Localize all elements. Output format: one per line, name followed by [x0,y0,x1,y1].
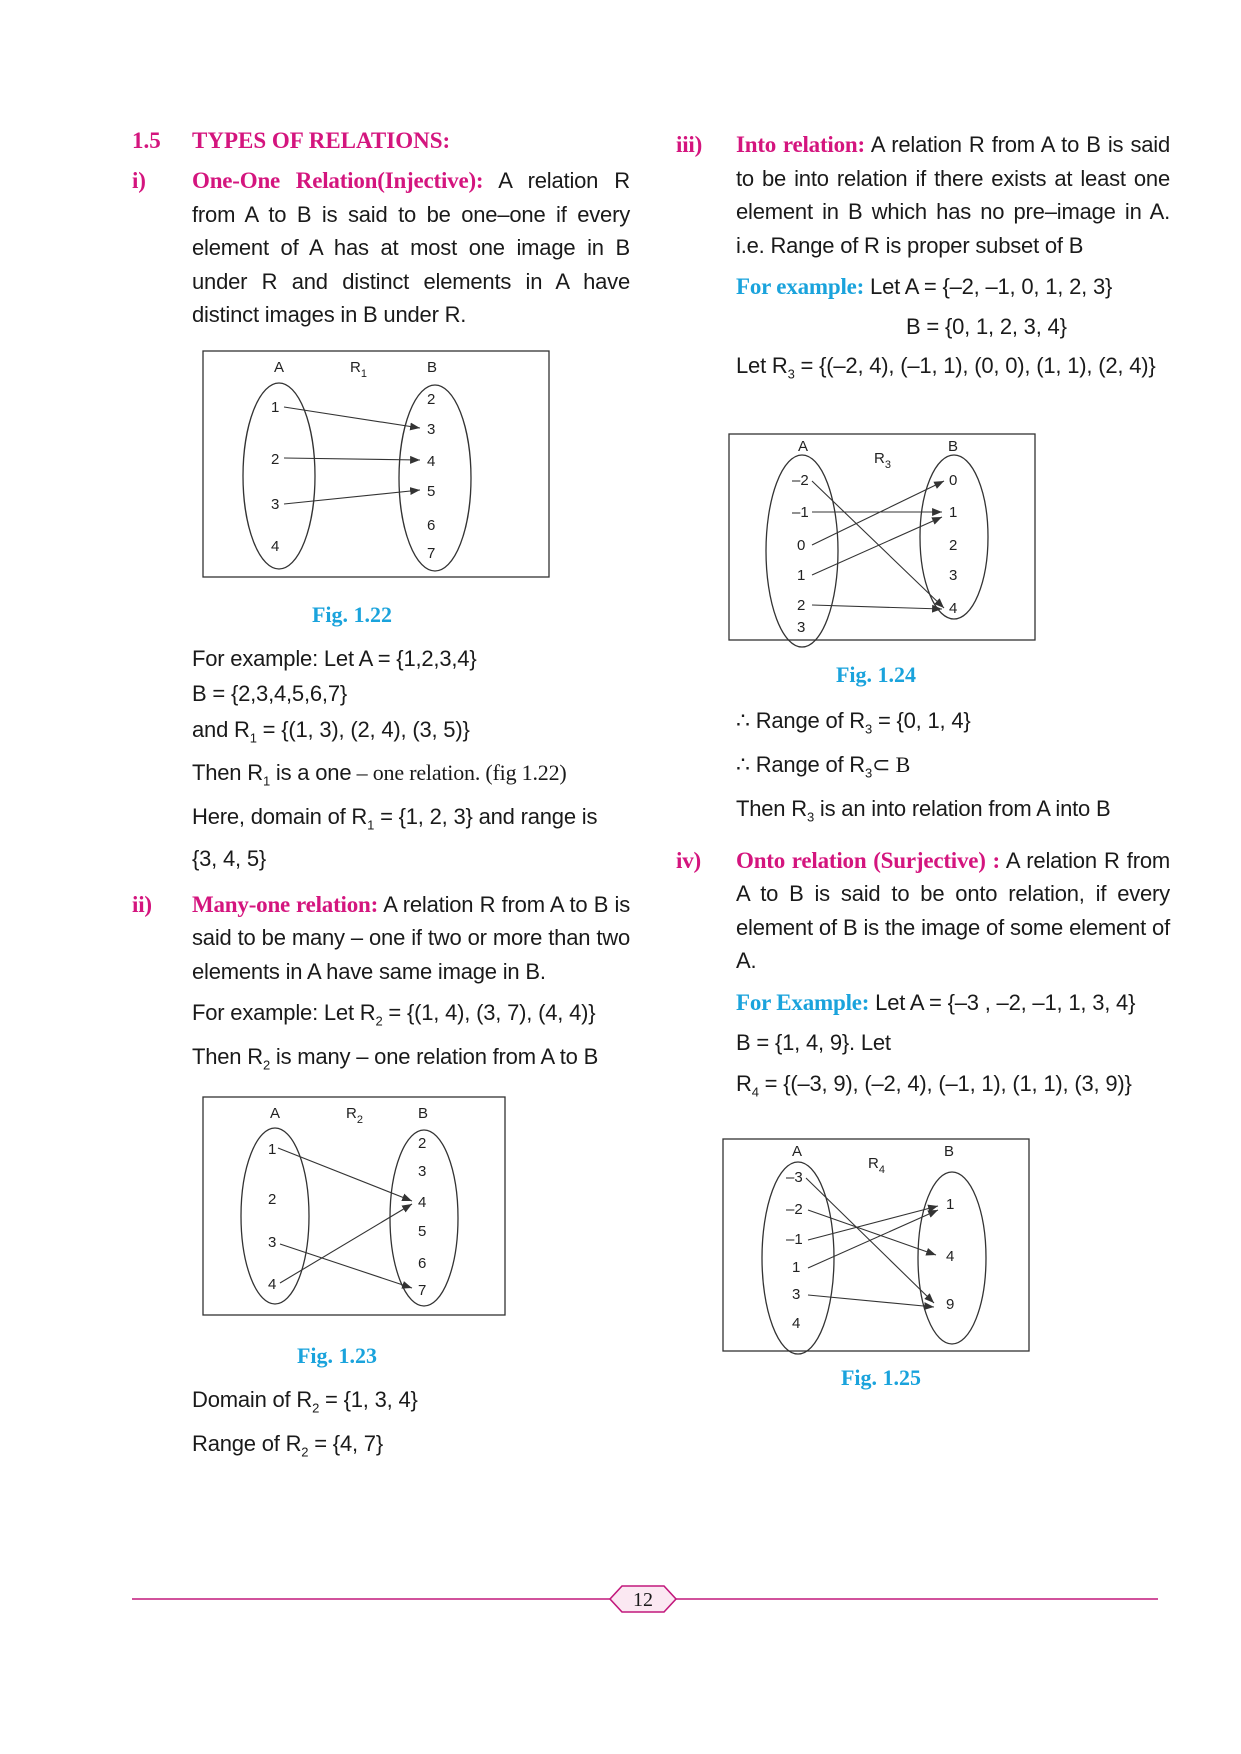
example-line: Here, domain of $R_1 = \{1$, 2, 3} and range is [192,804,598,833]
set-b-element: 7 [418,1281,427,1299]
example-line: {3, 4, 5} [192,846,267,872]
onto-relation-definition [676,844,1170,978]
example-line: Then $R_2$ is many – one relation from A to B [192,1044,599,1073]
set-b-element: 6 [427,516,436,534]
item-number: ii) [132,891,152,917]
example-line: For Example: Let A = {–3 , –2, –1, 1, 3, 4} [736,989,1136,1015]
set-a-element: 1 [797,566,806,584]
example-line: Let $R_3 = \{(-2$, 4), (–1, 1), (0, 0), (1, 1), (2, 4)} [736,353,1156,382]
set-b-element: 5 [418,1222,427,1240]
set-a-element: 4 [268,1275,277,1293]
result-many-one [132,1383,630,1469]
set-b-ellipse [399,385,471,571]
set-b-element: 2 [418,1134,427,1152]
set-a-element: –1 [786,1231,803,1249]
term-title: Many-one relation: [192,891,379,917]
figure-caption: Fig. 1.25 [840,1365,922,1391]
mapping-arrow [284,407,420,428]
example-line: and $R_1 = \{(1$, 3), (2, 4), (3, 5)} [192,716,470,745]
term-title: Into relation: [736,132,865,157]
mapping-arrow [808,1206,938,1240]
set-a-element: 1 [268,1140,277,1158]
term-title: One-One Relation(Injective): [192,168,484,193]
set-b-element: 3 [949,566,958,584]
page-footer [132,1584,1158,1614]
section-heading [132,128,630,164]
example-line: For example: Let $R_2 = \{(1$, 4), (3, 7), (4, 4)} [192,1000,596,1029]
set-b-element: 3 [427,420,436,438]
set-a-element: 2 [271,450,280,468]
set-b-label: B [944,1143,955,1161]
set-b-element: 4 [418,1193,427,1211]
mapping-arrow [808,1295,934,1307]
set-a-element: 1 [271,398,280,416]
relation-label: $R_2$ [346,1104,363,1126]
set-a-label: A [270,1104,281,1122]
definition-text: A relation R from A to B is said to be onto relation, if every element of B is the image of some element of A. [736,847,1170,974]
example-many-one [132,996,630,1082]
set-b-element: 2 [949,536,958,554]
set-a-element: 3 [797,618,806,636]
example-line: B = {1, 4, 9}. Let [736,1030,891,1056]
example-one-one [132,642,630,876]
example-line: For example: Let A = {–2, –1, 0, 1, 2, 3} [736,274,1113,299]
right-column [676,128,1170,1391]
item-number: i) [132,168,146,193]
result-line: Then $R_3$ is an into relation from A into B [736,795,1111,825]
set-a-element: 2 [797,596,806,614]
mapping-arrow [280,1204,412,1283]
set-a-element: 3 [792,1286,801,1304]
set-b-element: 4 [427,452,436,470]
set-a-element: 0 [797,536,806,554]
set-b-element: 3 [418,1162,427,1180]
set-a-element: –1 [792,503,809,521]
set-b-element: 1 [949,503,958,521]
set-b-ellipse [390,1130,458,1306]
mapping-arrow [278,1148,412,1201]
set-a-element: 2 [268,1190,277,1208]
figure-1-22 [202,350,602,582]
set-a-element: 3 [268,1233,277,1251]
set-a-label: A [798,437,809,455]
section-title: TYPES OF RELATIONS: [192,128,451,153]
term-title: Onto relation (Surjective) : [736,847,1000,873]
example-line: B = {0, 1, 2, 3, 4} [906,313,1067,339]
figure-caption: Fig. 1.24 [835,661,917,687]
figure-1-25 [722,1138,1042,1363]
relation-label: $R_4$ [868,1155,885,1177]
example-line: For example: Let A = {1,2,3,4} [192,645,477,671]
relation-label: $R_1$ [350,358,367,380]
set-a-element: 1 [792,1259,801,1277]
example-into [676,270,1170,391]
set-b-element: 4 [949,599,958,617]
one-one-relation-definition [132,164,630,332]
set-a-label: A [792,1143,803,1161]
result-line: Range of $R_2 = \{4$, 7} [192,1430,383,1460]
set-b-element: 5 [427,482,436,500]
definition-text: A relation R from A to B is said to be one–one if every element of A has at most one image in B under R and distinct elements in A have distinct images in B under R. [192,168,630,327]
set-a-element: –2 [792,471,809,489]
set-a-label: A [274,358,285,376]
example-line: $R_4 = \{(-3$, 9), (–2, 4), (–1, 1), (1, 1), (3, 9)} [736,1070,1132,1099]
mapping-arrow [812,481,944,545]
set-b-label: B [418,1104,429,1122]
page-number: 12 [633,1589,653,1611]
set-a-element: –2 [786,1201,803,1219]
set-a-element: 4 [271,537,280,555]
relation-label: $R_3$ [874,449,891,471]
left-column [132,128,630,1469]
mapping-arrow [808,1210,936,1255]
set-b-element: 0 [949,471,958,489]
set-b-element: 2 [427,390,436,408]
set-b-element: 6 [418,1254,427,1272]
set-b-element: 1 [946,1196,955,1214]
set-b-element: 9 [946,1296,955,1314]
set-b-label: B [427,358,438,376]
set-a-element: –3 [786,1169,803,1187]
example-line: B = {2,3,4,5,6,7} [192,681,348,706]
figure-caption: Fig. 1.22 [311,601,393,627]
figure-1-23 [202,1096,602,1321]
set-b-element: 4 [946,1248,955,1266]
item-number: iii) [676,132,703,157]
result-line: ∴ Range of $R_3 = \{0$, 1, 4} [736,707,971,737]
result-line: Domain of $R_2 = \{1$, 3, 4} [192,1386,418,1416]
set-a-element: 4 [792,1315,801,1333]
set-b-label: B [948,437,959,455]
example-line: Then $R_1$ is a one – one relation. (fig 1.22) [192,760,567,789]
definition-text: A relation R from A to B is said to be into relation if there exists at least one element in B which has no pre–image in A. i.e. Range of R is proper subset of B [736,132,1170,258]
set-a-element: 3 [271,495,280,513]
result-line: ∴ Range of $R_3\subset$ B [736,751,911,781]
set-b-element: 7 [427,544,436,562]
section-number: 1.5 [132,128,161,153]
item-number: iv) [676,847,701,873]
definition-text: A relation R from A to B is said to be many – one if two or more than two elements in A have same image in B. [192,891,631,984]
figure-1-24 [728,433,1048,658]
into-relation-definition [676,128,1170,262]
many-one-relation-definition [132,888,630,989]
figure-caption: Fig. 1.23 [296,1342,378,1368]
example-onto [676,986,1170,1109]
result-into [676,704,1170,834]
